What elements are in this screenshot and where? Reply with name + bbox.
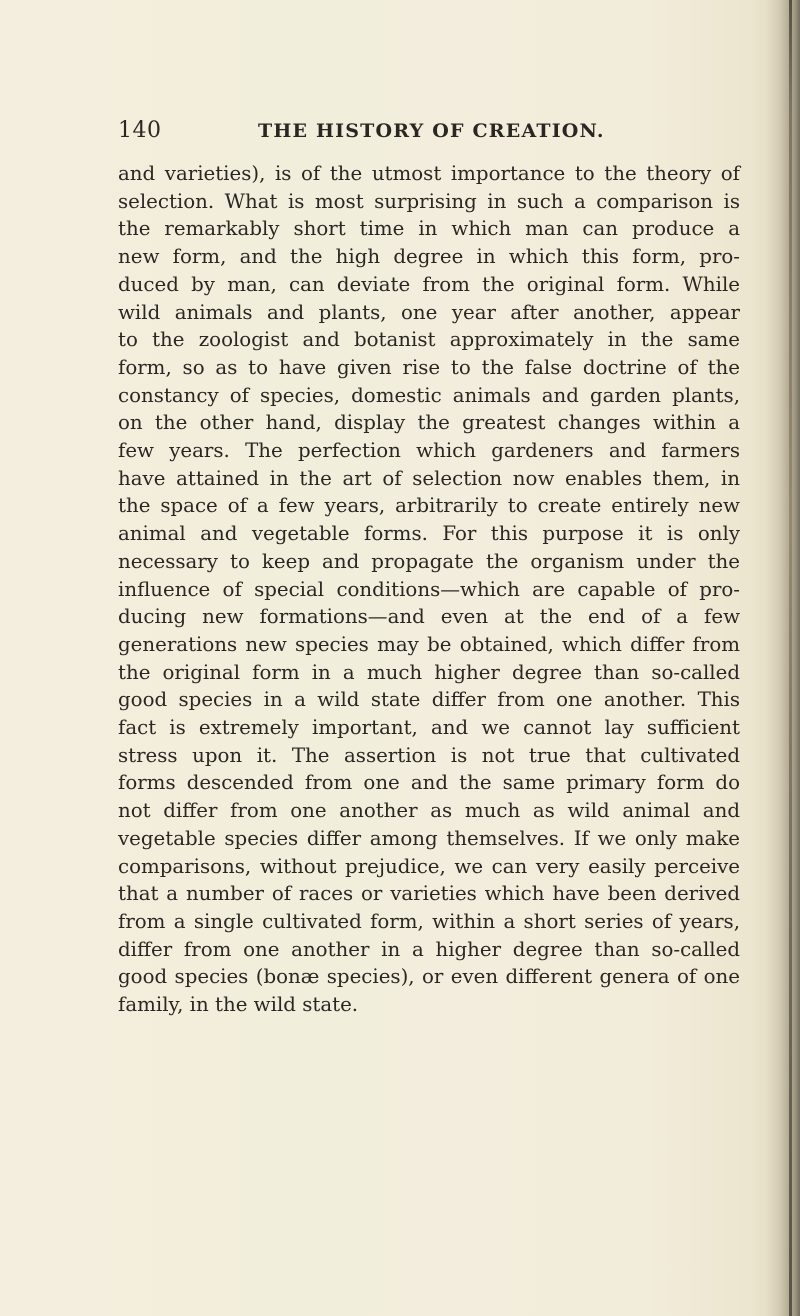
text-line: duced by man, can deviate from the original form. While [118,272,740,296]
page-number: 140 [118,118,162,143]
text-line: influence of special conditions—which are capable of pro- [118,577,740,601]
text-line: new form, and the high degree in which this form, pro- [118,245,740,269]
text-line: necessary to keep and propagate the organism under the [118,549,740,573]
body-paragraph [118,160,740,1019]
text-line: the original form in a much higher degree than so-called [118,660,740,684]
page-binding-edge [789,0,792,1316]
text-line: few years. The perfection which gardeners and farmers [118,439,740,463]
page-edge-shadow [766,0,800,1316]
text-line: from a single cultivated form, within a short series of years, [118,909,740,933]
text-line: have attained in the art of selection now enables them, in [118,466,740,490]
text-line: good species in a wild state differ from one another. This [118,688,740,712]
text-line: form, so as to have given rise to the false doctrine of the [118,355,740,379]
text-line: and varieties), is of the utmost importance to the theory of [118,162,740,185]
text-line: on the other hand, display the greatest changes within a [118,411,740,435]
text-line: forms descended from one and the same primary form do [118,771,740,795]
text-line: differ from one another in a higher degree than so-called [118,937,740,961]
text-line: good species (bonæ species), or even different genera of one [118,965,740,989]
running-head [118,118,758,148]
text-line: stress upon it. The assertion is not true that cultivated [118,743,740,767]
text-line: vegetable species differ among themselves. If we only make [118,826,740,850]
text-line: constancy of species, domestic animals and garden plants, [118,383,740,407]
text-line: ducing new formations—and even at the end of a few [118,605,740,629]
text-line: family, in the wild state. [118,993,359,1017]
text-line: not differ from one another as much as wild animal and [118,799,740,823]
running-title: THE HISTORY OF CREATION. [258,120,605,142]
text-line: wild animals and plants, one year after another, appear [118,300,740,324]
text-line: fact is extremely important, and we cannot lay sufficient [118,716,740,740]
text-line: the space of a few years, arbitrarily to create entirely new [118,494,740,518]
text-line: the remarkably short time in which man can produce a [118,217,740,241]
text-line: to the zoologist and botanist approximately in the same [118,328,740,352]
text-line: comparisons, without prejudice, we can very easily perceive [118,854,740,878]
text-line: generations new species may be obtained, which differ from [118,632,740,656]
text-line: animal and vegetable forms. For this purpose it is only [118,522,740,546]
text-line: selection. What is most surprising in such a comparison is [118,189,740,213]
text-line: that a number of races or varieties which have been derived [118,882,740,906]
